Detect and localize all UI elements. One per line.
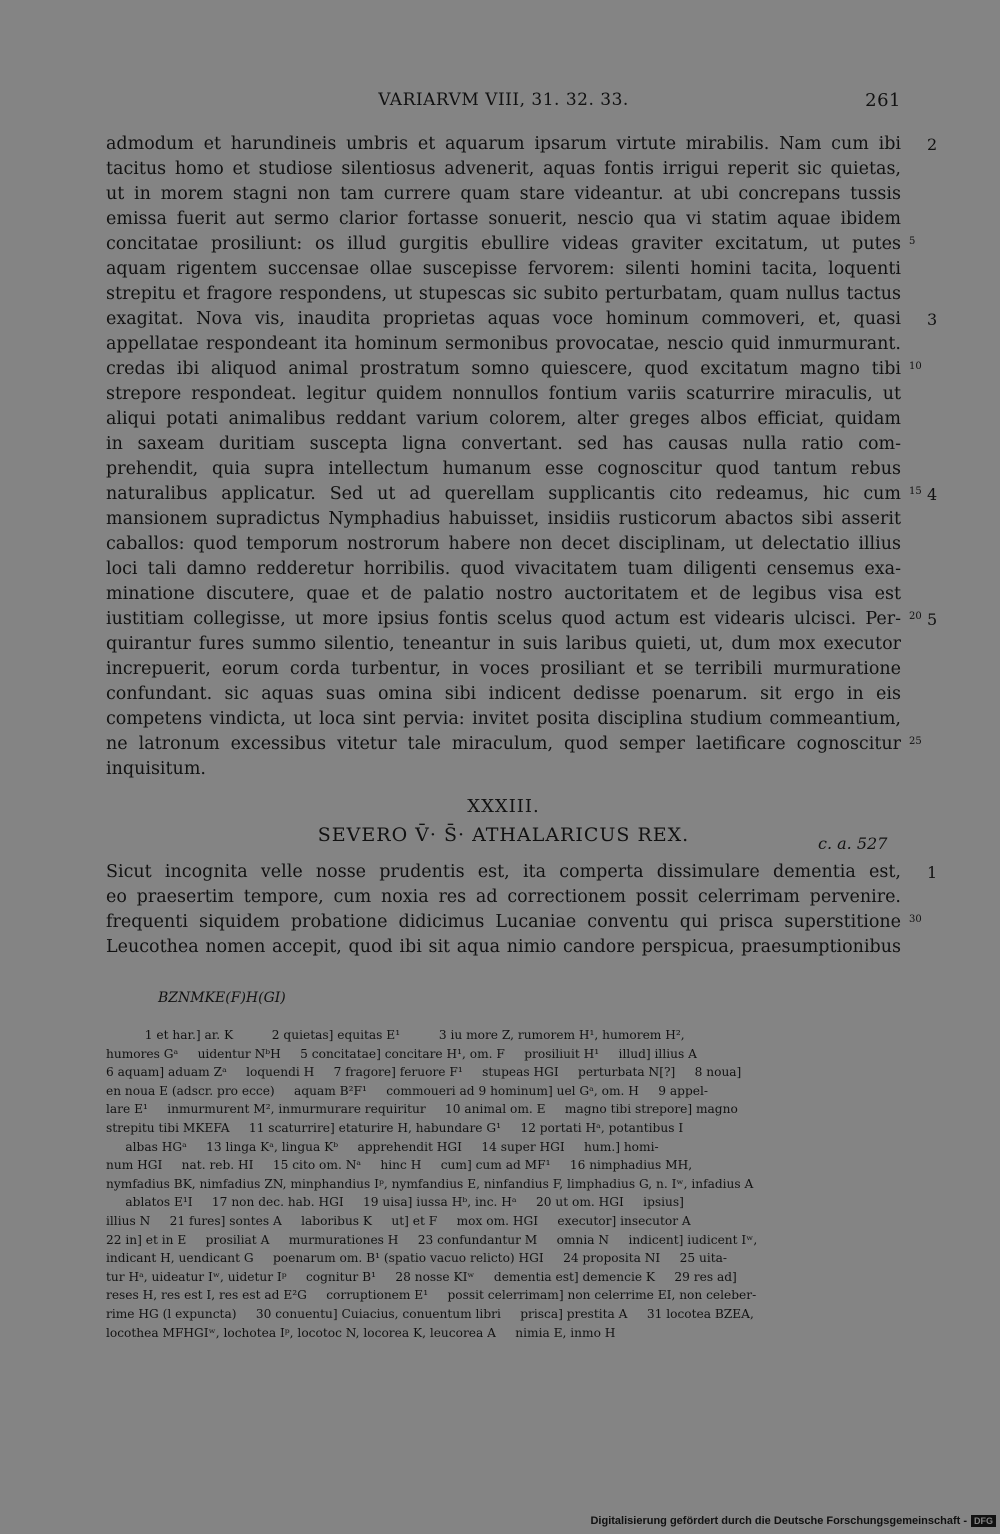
apparatus-line: lare E¹ inmurmurent M², inmurmurare requiritur 10 animal om. E magno tibi strepore] magno bbox=[106, 1102, 738, 1117]
text-line bbox=[106, 657, 901, 682]
line-number: 20 bbox=[909, 611, 922, 622]
line-text: iustitiam collegisse, ut more ipsius fontis scelus quod actum est videaris ulcisci. Per- bbox=[106, 609, 901, 629]
line-number: 25 bbox=[909, 736, 922, 747]
text-line bbox=[106, 582, 901, 607]
text-line bbox=[106, 707, 901, 732]
text-line bbox=[106, 457, 901, 482]
line-text: loci tali damno redderetur horribilis. quod vivacitatem tuam diligenti censemus exa- bbox=[106, 559, 901, 579]
apparatus-line: locothea MFHGIʷ, lochotea Iᵖ, locotoc N, locorea K, leucorea A nimia E, inmo H bbox=[106, 1325, 616, 1340]
apparatus-line: illius N 21 fures] sontes A laboribus K ut] et F mox om. HGI executor] insecutor A bbox=[106, 1213, 691, 1228]
text-line bbox=[106, 482, 938, 507]
line-text: confundant. sic aquas suas omina sibi indicent dedisse poenarum. sit ergo in eis bbox=[106, 684, 901, 704]
text-line bbox=[106, 332, 901, 357]
line-number: 30 bbox=[909, 914, 922, 925]
text-line bbox=[106, 860, 938, 885]
apparatus-line: 22 in] et in E prosiliat A murmurationes H 23 confundantur M omnia N indicent] iudicent Iʷ, bbox=[106, 1232, 758, 1247]
line-text: in saxeam duritiam suscepta ligna convertant. sed has causas nulla ratio com- bbox=[106, 434, 901, 454]
text-line bbox=[106, 307, 938, 332]
manuscript-sigla: BZNMKE(F)H(GI) bbox=[158, 990, 286, 1006]
text-line bbox=[106, 132, 938, 157]
apparatus-line: tur Hᵃ, uideatur Iʷ, uidetur Iᵖ cognitur B¹ 28 nosse KIʷ dementia est] demencie K 29 res ad] bbox=[106, 1269, 737, 1284]
line-text: aliqui potati animalibus reddant varium colorem, alter greges albos efficiat, quidam bbox=[106, 409, 901, 429]
apparatus-line: humores Gᵃ uidentur NᵇH 5 concitatae] concitare H¹, om. F prosiliuit H¹ illud] illius A bbox=[106, 1046, 697, 1061]
line-text: exagitat. Nova vis, inaudita proprietas aquas voce hominum commoveri, et, quasi bbox=[106, 309, 901, 329]
text-line bbox=[106, 557, 901, 582]
apparatus-line: albas HGᵃ 13 linga Kᵃ, lingua Kᵇ apprehendit HGI 14 super HGI hum.] homi- bbox=[106, 1139, 659, 1154]
text-line bbox=[106, 732, 922, 757]
line-text: caballos: quod temporum nostrorum habere non decet disciplinam, ut delectatio illius bbox=[106, 534, 901, 554]
line-text: naturalibus applicatur. Sed ut ad querellam supplicantis cito redeamus, hic cum bbox=[106, 484, 901, 504]
section-number: 1 bbox=[927, 863, 938, 882]
line-text: credas ibi aliquod animal prostratum somno quiescere, quod excitatum magno tibi bbox=[106, 359, 901, 379]
line-number: 5 bbox=[909, 236, 916, 247]
text-line bbox=[106, 357, 922, 382]
text-line bbox=[106, 432, 901, 457]
line-number: 10 bbox=[909, 361, 922, 372]
apparatus-line: reses H, res est I, res est ad E²G corruptionem E¹ possit celerrimam] non celerrime EI, non celeber- bbox=[106, 1288, 757, 1303]
footer-text: Digitalisierung gefördert durch die Deutsche Forschungsgemeinschaft - bbox=[590, 1515, 967, 1527]
text-line bbox=[106, 507, 901, 532]
line-text: eo praesertim tempore, cum noxia res ad correctionem possit celerrimam pervenire. bbox=[106, 887, 901, 907]
dfg-logo: DFG bbox=[971, 1515, 996, 1527]
page-number: 261 bbox=[865, 90, 901, 111]
line-text: appellatae respondeant ita hominum sermonibus provocatae, nescio quid inmurmurant. bbox=[106, 334, 901, 354]
section-number: 4 bbox=[927, 485, 938, 504]
line-text: increpuerit, eorum corda turbentur, in voces prosiliant et se terribili murmuratione bbox=[106, 659, 901, 679]
text-line bbox=[106, 232, 916, 257]
text-line bbox=[106, 257, 901, 282]
line-text: minatione discutere, quae et de palatio nostro auctoritatem et de legibus visa est bbox=[106, 584, 901, 604]
text-line bbox=[106, 632, 901, 657]
main-text bbox=[106, 132, 938, 782]
letter-date: c. a. 527 bbox=[818, 834, 888, 853]
letter-number: XXXIII. bbox=[467, 796, 540, 817]
line-text: quirantur fures summo silentio, teneantur in suis laribus quieti, ut, dum mox executor bbox=[106, 634, 901, 654]
line-number: 15 bbox=[909, 486, 922, 497]
line-text: Sicut incognita velle nosse prudentis est, ita comperta dissimulare dementia est, bbox=[106, 862, 901, 882]
section-number: 3 bbox=[927, 310, 938, 329]
line-text: emissa fuerit aut sermo clarior fortasse sonuerit, nescio qua vi statim aquae ibidem bbox=[106, 209, 901, 229]
running-header bbox=[106, 90, 901, 114]
text-line bbox=[106, 382, 901, 407]
line-text: frequenti siquidem probatione didicimus Lucaniae conventu qui prisca superstitione bbox=[106, 912, 901, 932]
apparatus-line: 6 aquam] aduam Zᵃ loquendi H 7 fragore] feruore F¹ stupeas HGI perturbata N[?] 8 noua] bbox=[106, 1065, 742, 1080]
text-line bbox=[106, 910, 922, 935]
running-title: VARIARVM VIII, 31. 32. 33. bbox=[378, 90, 629, 110]
section-number: 5 bbox=[927, 610, 938, 629]
apparatus-line: indicant H, uendicant G poenarum om. B¹ (spatio vacuo relicto) HGI 24 proposita NI 25 uita- bbox=[106, 1251, 728, 1266]
text-line bbox=[106, 532, 901, 557]
text-line bbox=[106, 282, 901, 307]
apparatus-line: 1 et har.] ar. K 2 quietas] equitas E¹ 3 iu more Z, rumorem H¹, humorem H², bbox=[106, 1028, 685, 1042]
apparatus-line: strepitu tibi MKEFA 11 scaturrire] etaturire H, habundare G¹ 12 portati Hᵃ, potantibus I bbox=[106, 1120, 684, 1135]
line-text: mansionem supradictus Nymphadius habuisset, insidiis rusticorum abactos sibi asserit bbox=[106, 509, 901, 529]
text-line bbox=[106, 207, 901, 232]
line-text: aquam rigentem succensae ollae suscepisse fervorem: silenti homini tacita, loquenti bbox=[106, 259, 901, 279]
text-line bbox=[106, 935, 901, 960]
line-text: strepore respondeat. legitur quidem nonnullos fontium variis scaturrire miraculis, ut bbox=[106, 384, 901, 404]
text-line bbox=[106, 407, 901, 432]
line-text: tacitus homo et studiose silentiosus advenerit, aquas fontis irrigui reperit sic quietas, bbox=[106, 159, 901, 179]
line-text: strepitu et fragore respondens, ut stupescas sic subito perturbatam, quam nullus tactus bbox=[106, 284, 901, 304]
letter-text bbox=[106, 860, 938, 960]
section-number: 2 bbox=[927, 135, 938, 154]
line-text: Leucothea nomen accepit, quod ibi sit aqua nimio candore perspicua, praesumptionibus bbox=[106, 937, 901, 957]
footer bbox=[590, 1512, 996, 1530]
critical-apparatus bbox=[106, 1026, 901, 1342]
text-line bbox=[106, 757, 901, 782]
line-text: prehendit, quia supra intellectum humanum esse cognoscitur quod tantum rebus bbox=[106, 459, 901, 479]
apparatus-line: num HGI nat. reb. HI 15 cito om. Nᵃ hinc H cum] cum ad MF¹ 16 nimphadius MH, bbox=[106, 1158, 693, 1173]
line-text: ut in morem stagni non tam currere quam stare videantur. at ubi concrepans tussis bbox=[106, 184, 901, 204]
line-text: admodum et harundineis umbris et aquarum ipsarum virtute mirabilis. Nam cum ibi bbox=[106, 134, 901, 154]
apparatus-line: rime HG (l expuncta) 30 conuentu] Cuiacius, conuentum libri prisca] prestita A 31 locotea BZEA, bbox=[106, 1306, 754, 1321]
apparatus-line: en noua E (adscr. pro ecce) aquam B²F¹ commoueri ad 9 hominum] uel Gᵃ, om. H 9 appel- bbox=[106, 1083, 708, 1098]
apparatus-line: nymfadius BK, nimfadius ZN, minphandius Iᵖ, nymfandius E, ninfandius F, limphadius G, n. Iʷ, infadius A bbox=[106, 1176, 754, 1191]
text-line bbox=[106, 682, 901, 707]
text-line bbox=[106, 607, 938, 632]
line-text: inquisitum. bbox=[106, 759, 206, 779]
letter-heading: SEVERO V̄· S̄· ATHALARICUS REX. bbox=[317, 824, 690, 846]
line-text: ne latronum excessibus vitetur tale miraculum, quod semper laetificare cognoscitur bbox=[106, 734, 901, 754]
line-text: concitatae prosiliunt: os illud gurgitis ebullire videas graviter excitatum, ut putes bbox=[106, 234, 901, 254]
text-line bbox=[106, 157, 901, 182]
text-line bbox=[106, 182, 901, 207]
apparatus-line: ablatos E¹I 17 non dec. hab. HGI 19 uisa] iussa Hᵇ, inc. Hᵃ 20 ut om. HGI ipsius] bbox=[106, 1195, 684, 1210]
text-line bbox=[106, 885, 901, 910]
line-text: competens vindicta, ut loca sint pervia: invitet posita disciplina studium commeantium, bbox=[106, 709, 901, 729]
